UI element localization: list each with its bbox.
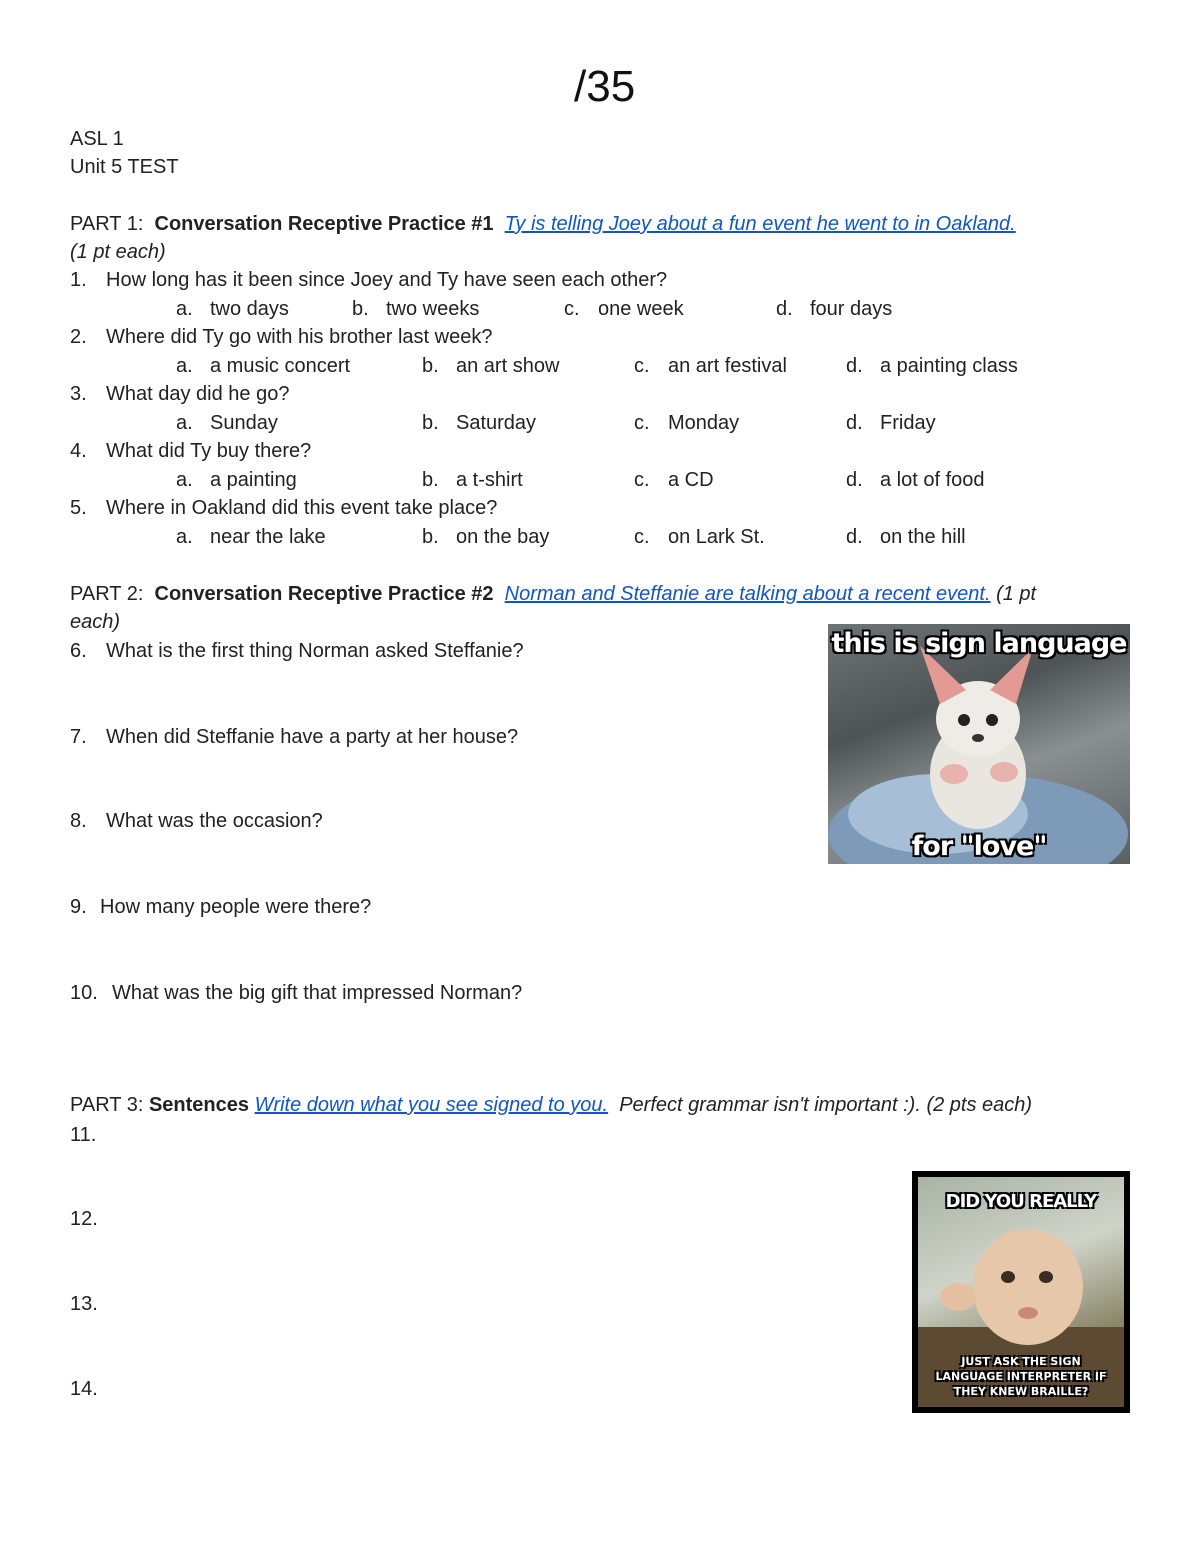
answer-option-1-c[interactable] (564, 298, 684, 321)
question-number: 4. (70, 440, 87, 462)
option-letter: d. (846, 469, 863, 491)
option-letter: a. (176, 412, 193, 434)
part1-title: Conversation Receptive Practice #1 (154, 213, 494, 235)
answer-option-4-a[interactable] (176, 469, 297, 492)
option-letter: d. (846, 412, 863, 434)
answer-option-2-d[interactable] (846, 355, 1018, 378)
question-5 (70, 497, 497, 520)
option-text: four days (810, 298, 893, 320)
answer-option-4-c[interactable] (634, 469, 714, 492)
part3-title: Sentences (148, 1094, 249, 1116)
part2-heading (70, 583, 1036, 606)
answer-option-1-b[interactable] (352, 298, 479, 321)
course-title: ASL 1 (70, 128, 124, 150)
option-letter: c. (634, 355, 650, 377)
option-letter: c. (634, 412, 650, 434)
question-number: 8. (70, 810, 87, 832)
answer-option-3-a[interactable] (176, 412, 278, 435)
option-text: Monday (668, 412, 740, 434)
question-text: How many people were there? (100, 896, 372, 918)
score-total: /35 (574, 62, 636, 111)
option-text: on Lark St. (668, 526, 765, 548)
question-3 (70, 383, 289, 406)
question-text: Where did Ty go with his brother last week? (106, 326, 493, 348)
part2-video-link[interactable]: Norman and Steffanie are talking about a recent event. (504, 583, 991, 605)
option-letter: b. (422, 526, 439, 548)
option-text: two weeks (386, 298, 480, 320)
option-text: near the lake (210, 526, 326, 548)
question-number: 2. (70, 326, 87, 348)
question-6 (70, 640, 524, 663)
unit-title: Unit 5 TEST (70, 156, 179, 178)
answer-option-2-a[interactable] (176, 355, 350, 378)
question-text: What was the occasion? (106, 810, 323, 832)
question-text: How long has it been since Joey and Ty have seen each other? (106, 269, 668, 291)
question-text: When did Steffanie have a party at her house? (106, 726, 519, 748)
option-letter: c. (634, 526, 650, 548)
option-text: one week (598, 298, 684, 320)
option-text: an art festival (668, 355, 787, 377)
question-number: 5. (70, 497, 87, 519)
part3-video-link[interactable]: Write down what you see signed to you. (254, 1094, 609, 1116)
part1-label: PART 1: (70, 213, 144, 235)
question-4 (70, 440, 311, 463)
option-text: a music concert (210, 355, 351, 377)
option-letter: c. (564, 298, 580, 320)
question-number: 10. (70, 982, 98, 1004)
option-letter: a. (176, 469, 193, 491)
question-number: 6. (70, 640, 87, 662)
part3-label: PART 3: (70, 1094, 144, 1116)
part1-video-link[interactable]: Ty is telling Joey about a fun event he went to in Oakland. (504, 213, 1016, 235)
answer-option-4-d[interactable] (846, 469, 985, 492)
meme-caption-top: DID YOU REALLY (945, 1191, 1097, 1212)
option-text: a painting (210, 469, 297, 491)
answer-option-5-a[interactable] (176, 526, 326, 549)
option-text: on the hill (880, 526, 966, 548)
answer-option-4-b[interactable] (422, 469, 523, 492)
option-text: Friday (880, 412, 936, 434)
question-text: What did Ty buy there? (106, 440, 312, 462)
option-text: Sunday (210, 412, 278, 434)
part3-heading (70, 1094, 1032, 1117)
meme-caption-top: this is sign language (831, 628, 1127, 659)
meme-caption-bottom: for "love" (911, 831, 1047, 862)
option-letter: a. (176, 298, 193, 320)
option-text: a CD (668, 469, 714, 491)
answer-option-3-b[interactable] (422, 412, 536, 435)
option-text: Saturday (456, 412, 537, 434)
option-letter: d. (846, 355, 863, 377)
option-letter: a. (176, 355, 193, 377)
answer-option-3-c[interactable] (634, 412, 739, 435)
meme-caption-bottom: JUST ASK THE SIGN LANGUAGE INTERPRETER IF THEY KNEW BRAILLE? (935, 1355, 1107, 1398)
item-12: 12. (70, 1208, 98, 1230)
answer-option-2-b[interactable] (422, 355, 559, 378)
part1-heading (70, 213, 1016, 236)
question-1 (70, 269, 667, 292)
question-text: What is the first thing Norman asked Steffanie? (106, 640, 524, 662)
question-2 (70, 326, 492, 349)
answer-option-5-d[interactable] (846, 526, 966, 549)
puppy-meme-image (828, 624, 1130, 864)
question-number: 9. (70, 896, 87, 918)
option-letter: b. (352, 298, 369, 320)
question-text: What day did he go? (106, 383, 290, 405)
question-9 (70, 896, 371, 919)
question-text: Where in Oakland did this event take place? (106, 497, 498, 519)
item-13: 13. (70, 1293, 98, 1315)
option-letter: d. (846, 526, 863, 548)
part2-points-a: (1 pt (996, 583, 1037, 605)
part3-note: Perfect grammar isn't important :). (2 pts each) (619, 1094, 1033, 1116)
option-text: a lot of food (880, 469, 985, 491)
option-letter: b. (422, 355, 439, 377)
answer-option-1-d[interactable] (776, 298, 892, 321)
question-7 (70, 726, 518, 749)
option-text: a t-shirt (456, 469, 523, 491)
option-text: a painting class (880, 355, 1018, 377)
part2-points-b: each) (70, 611, 121, 633)
option-letter: b. (422, 469, 439, 491)
answer-option-3-d[interactable] (846, 412, 936, 435)
question-8 (70, 810, 323, 833)
item-11: 11. (70, 1124, 97, 1146)
part2-title: Conversation Receptive Practice #2 (154, 583, 494, 605)
question-number: 7. (70, 726, 87, 748)
answer-option-2-c[interactable] (634, 355, 787, 378)
option-letter: b. (422, 412, 439, 434)
puppy-illustration (828, 624, 1130, 864)
part1-points: (1 pt each) (70, 241, 166, 263)
option-letter: d. (776, 298, 793, 320)
baby-meme-image (912, 1171, 1130, 1413)
option-letter: a. (176, 526, 193, 548)
option-text: on the bay (456, 526, 550, 548)
option-text: an art show (456, 355, 560, 377)
option-letter: c. (634, 469, 650, 491)
part2-label: PART 2: (70, 583, 144, 605)
option-text: two days (210, 298, 289, 320)
answer-option-5-c[interactable] (634, 526, 765, 549)
question-number: 1. (70, 269, 87, 291)
question-10 (70, 982, 522, 1005)
item-14: 14. (70, 1378, 98, 1400)
question-number: 3. (70, 383, 87, 405)
question-text: What was the big gift that impressed Norman? (112, 982, 523, 1004)
answer-option-1-a[interactable] (176, 298, 289, 321)
answer-option-5-b[interactable] (422, 526, 549, 549)
